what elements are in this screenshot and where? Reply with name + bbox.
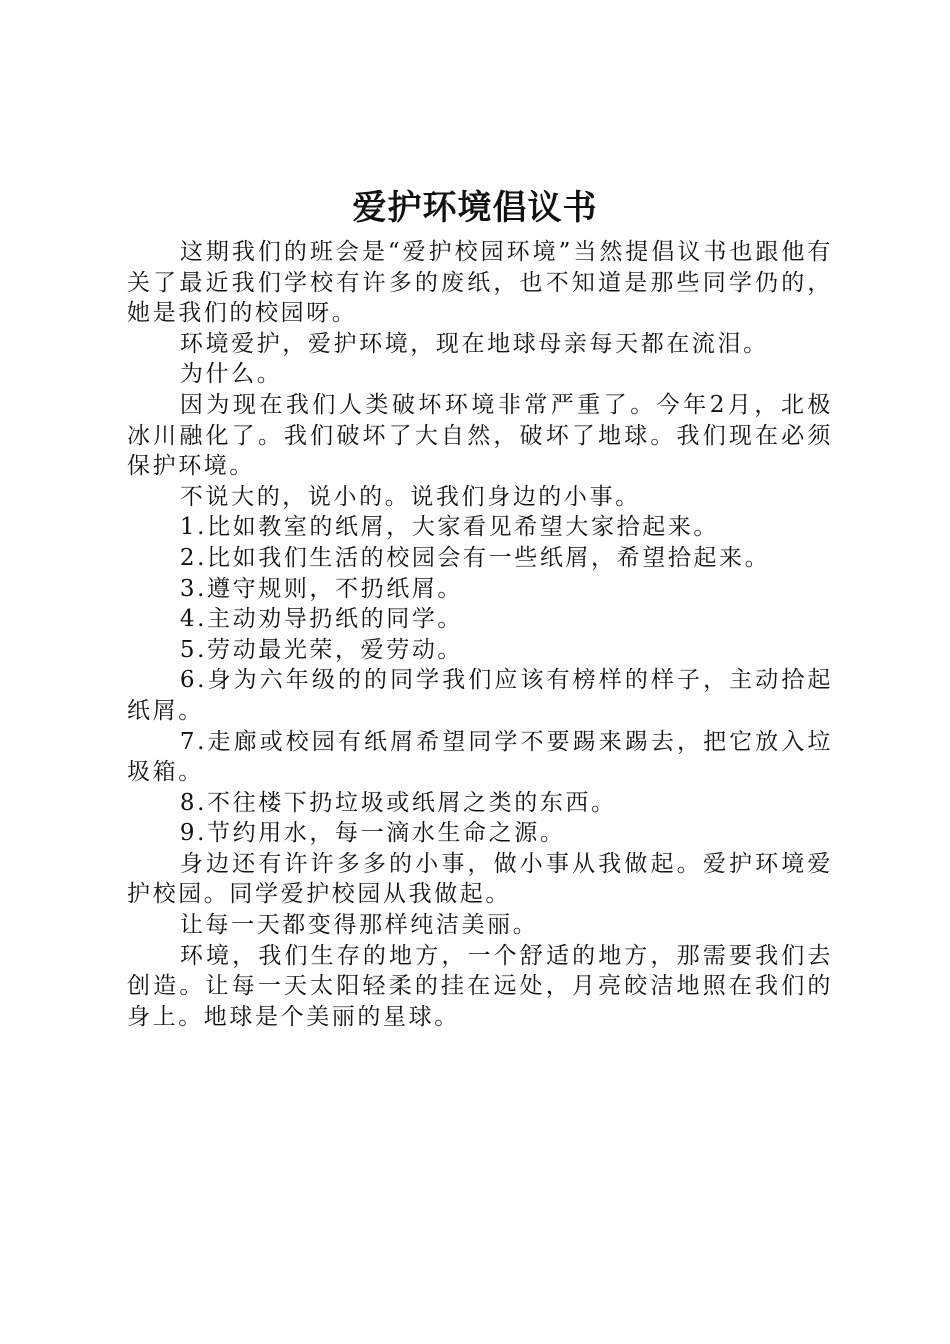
list-item: 5.劳动最光荣，爱劳动。	[179, 636, 464, 663]
paragraph: 因为现在我们人类破坏环境非常严重了。今年2月，北极冰川融化了。我们破坏了大自然，破坏了地球。我们现在必须保护环境。	[127, 391, 833, 480]
paragraph: 不说大的，说小的。说我们身边的小事。	[179, 483, 641, 510]
list-item: 1.比如教室的纸屑，大家看见希望大家拾起来。	[179, 514, 720, 541]
list-item: 2.比如我们生活的校园会有一些纸屑，希望拾起来。	[179, 544, 771, 571]
list-item: 8.不往楼下扔垃圾或纸屑之类的东西。	[179, 789, 617, 816]
paragraph: 身边还有许许多多的小事，做小事从我做起。爱护环境爱护校园。同学爱护校园从我做起。	[127, 850, 833, 908]
list-item: 9.节约用水，每一滴水生命之源。	[179, 820, 566, 847]
list-item: 7.走廊或校园有纸屑希望同学不要踢来踢去，把它放入垃圾箱。	[127, 728, 833, 786]
document-body	[127, 237, 833, 1032]
document-title: 爱护环境倡议书	[352, 188, 598, 228]
paragraph: 为什么。	[179, 361, 283, 388]
list-item: 6.身为六年级的的同学我们应该有榜样的样子，主动拾起纸屑。	[127, 667, 833, 724]
paragraph: 环境爱护，爱护环境，现在地球母亲每天都在流泪。	[179, 330, 769, 357]
paragraph: 环境，我们生存的地方，一个舒适的地方，那需要我们去创造。让每一天太阳轻柔的挂在远处，月亮皎洁地照在我们的身上。地球是个美丽的星球。	[127, 942, 833, 1030]
list-item: 4.主动劝导扔纸的同学。	[179, 606, 464, 633]
paragraph: 让每一天都变得那样纯洁美丽。	[179, 912, 539, 939]
list-item: 3.遵守规则，不扔纸屑。	[179, 575, 464, 602]
paragraph: 这期我们的班会是“爱护校园环境”当然提倡议书也跟他有关了最近我们学校有许多的废纸，也不知道是那些同学仍的，她是我们的校园呀。	[127, 239, 833, 327]
